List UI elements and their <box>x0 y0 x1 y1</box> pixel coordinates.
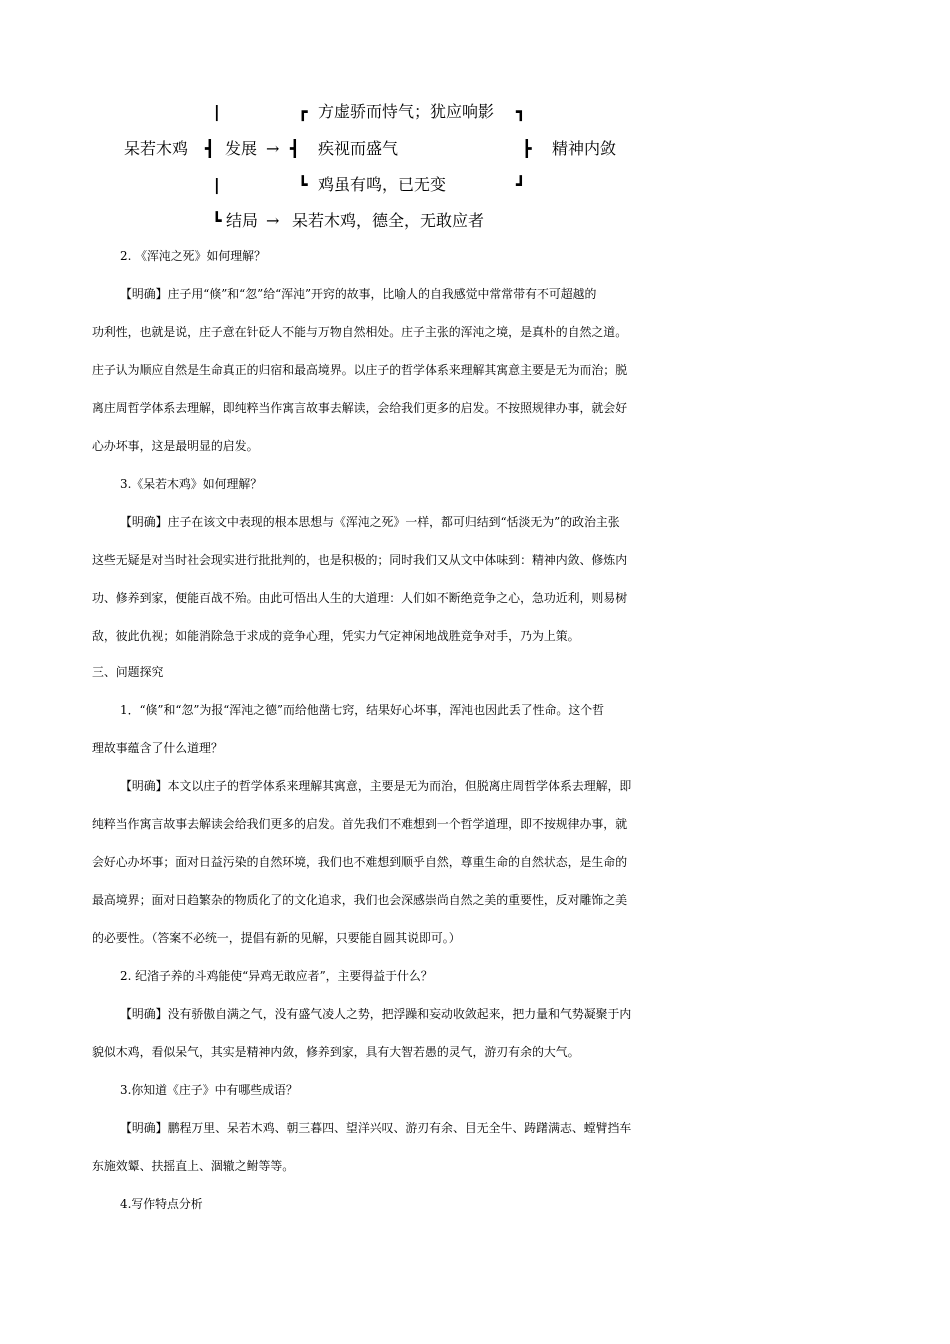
question-line: 理故事蕴含了什么道理？ <box>92 741 223 755</box>
question-heading: 2. 纪渻子养的斗鸡能使“异鸡无敢应者”，主要得益于什么？ <box>120 969 433 983</box>
diagram-summary: 精神内敛 <box>552 139 617 158</box>
bracket-mark: ┛ <box>516 175 526 194</box>
bracket-mark: ┗ <box>298 175 308 194</box>
branch-1: 方虚骄而恃气；犹应响影 <box>318 102 495 121</box>
bracket-mark: ┏ <box>298 102 308 121</box>
section-heading: 三、问题探究 <box>92 665 164 679</box>
answer-line: 纯粹当作寓言故事去解读会给我们更多的启发。首先我们不难想到一个哲学道理，即不按规律办事，就 <box>92 817 628 831</box>
question-heading: 3.《呆若木鸡》如何理解？ <box>120 477 263 491</box>
answer-line: 功利性，也就是说，庄子意在针砭人不能与万物自然相处。庄子主张的浑沌之境，是真朴的自然之道。 <box>92 325 628 339</box>
diagram-root: 呆若木鸡 <box>124 139 189 158</box>
answer-line: 的必要性。（答案不必统一，提倡有新的见解，只要能自圆其说即可。） <box>92 931 461 945</box>
answer-line: 这些无疑是对当时社会现实进行批批判的，也是积极的；同时我们又从文中体味到：精神内敛、修炼内 <box>92 553 628 567</box>
answer-line: 会好心办坏事；面对日益污染的自然环境，我们也不难想到顺乎自然，尊重生命的自然状态，是生命的 <box>92 855 628 869</box>
bracket-mark: | <box>212 102 222 121</box>
bracket-mark: ┗ <box>212 211 222 230</box>
answer-line: 心办坏事，这是最明显的启发。 <box>92 439 259 453</box>
end-label: 结局 <box>226 211 259 230</box>
end-text: 呆若木鸡，德全，无敢应者 <box>292 211 485 230</box>
question-heading: 3.你知道《庄子》中有哪些成语？ <box>120 1083 298 1097</box>
question-heading: 1．“倏”和“忽”为报“浑沌之德”而给他凿七窍，结果好心坏事，浑沌也因此丢了性命。这个哲 <box>120 703 604 717</box>
bracket-mark: ┓ <box>516 102 526 121</box>
answer-line: 庄子认为顺应自然是生命真正的归宿和最高境界。以庄子的哲学体系来理解其寓意主要是无为而治；脱 <box>92 363 628 377</box>
answer-line: 【明确】本文以庄子的哲学体系来理解其寓意，主要是无为而治，但脱离庄周哲学体系去理解，即 <box>120 779 632 793</box>
bracket-mark: | <box>212 175 222 194</box>
branch-3: 鸡虽有鸣，已无变 <box>318 175 447 194</box>
bracket-mark: ┫ <box>205 139 215 158</box>
answer-line: 【明确】没有骄傲自满之气，没有盛气凌人之势，把浮躁和妄动收敛起来，把力量和气势凝聚于内 <box>120 1007 632 1021</box>
answer-line: 离庄周哲学体系去理解，即纯粹当作寓言故事去解读，会给我们更多的启发。不按照规律办事，就会好 <box>92 401 628 415</box>
arrow: → <box>266 211 280 230</box>
answer-line: 东施效颦、扶摇直上、涸辙之鲋等等。 <box>92 1159 295 1173</box>
answer-line: 【明确】鹏程万里、呆若木鸡、朝三暮四、望洋兴叹、游刃有余、目无全牛、踌躇满志、螳臂挡车 <box>120 1121 632 1135</box>
answer-line: 敌，彼此仇视；如能消除急于求成的竞争心理，凭实力气定神闲地战胜竞争对手，乃为上策。 <box>92 629 580 643</box>
branch-2: 疾视而盛气 <box>318 139 399 158</box>
question-heading: 4.写作特点分析 <box>120 1197 203 1211</box>
answer-line: 【明确】庄子用“倏”和“忽”给“浑沌”开窍的故事，比喻人的自我感觉中常常带有不可超越的 <box>120 287 597 301</box>
arrow: → <box>266 139 280 158</box>
bracket-mark: ┫ <box>290 139 300 158</box>
answer-line: 貌似木鸡，看似呆气，其实是精神内敛，修养到家，具有大智若愚的灵气，游刃有余的大气。 <box>92 1045 580 1059</box>
develop-label: 发展 <box>225 139 258 158</box>
answer-line: 【明确】庄子在该文中表现的根本思想与《浑沌之死》一样，都可归结到“恬淡无为”的政治主张 <box>120 515 620 529</box>
bracket-mark: ┣ <box>522 139 532 158</box>
question-heading: 2. 《浑沌之死》如何理解？ <box>120 249 266 263</box>
answer-line: 功、修养到家，便能百战不殆。由此可悟出人生的大道理：人们如不断绝竞争之心，急功近利，则易树 <box>92 591 628 605</box>
answer-line: 最高境界；面对日趋繁杂的物质化了的文化追求，我们也会深感崇尚自然之美的重要性，反对雕饰之美 <box>92 893 628 907</box>
